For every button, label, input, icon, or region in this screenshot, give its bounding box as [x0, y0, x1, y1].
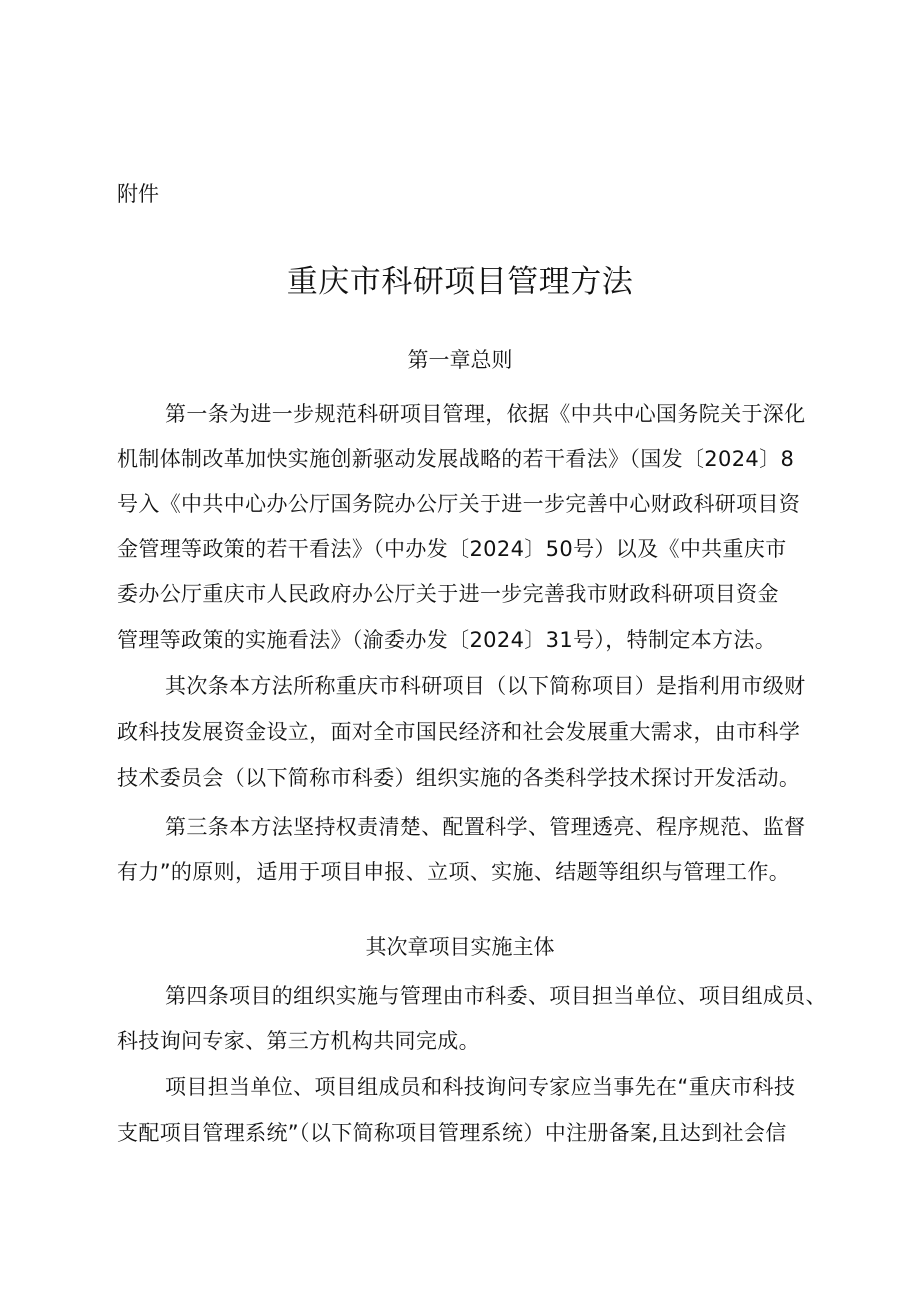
document-title: 重庆市科研项目管理方法	[286, 264, 634, 300]
article-1-line-1: 第一条为进一步规范科研项目管理，依据《中共中心国务院关于深化	[165, 402, 806, 426]
article-3-line-1: 第三条本方法坚持权责清楚、配置科学、管理透亮、程序规范、监督	[165, 815, 806, 839]
article-1-line-5: 委办公厅重庆市人民政府办公厅关于进一步完善我市财政科研项目资金	[117, 582, 779, 606]
article-1-line-2: 机制体制改革加快实施创新驱动发展战略的若干看法》（国发〔2024〕8	[117, 447, 795, 471]
article-1-line-4: 金管理等政策的若干看法》（中办发〔2024〕50号）以及《中共重庆市	[117, 537, 787, 561]
article-4-line-2: 科技询问专家、第三方机构共同完成。	[117, 1029, 480, 1053]
article-4-line-1: 第四条项目的组织实施与管理由市科委、项目担当单位、项目组成员、	[165, 984, 827, 1008]
paragraph-5-line-1: 项目担当单位、项目组成员和科技询问专家应当事先在“重庆市科技	[165, 1075, 796, 1099]
article-3-line-2: 有力”的原则，适用于项目申报、立项、实施、结题等组织与管理工作。	[117, 860, 791, 884]
article-1-line-3: 号入《中共中心办公厅国务院办公厅关于进一步完善中心财政科研项目资	[117, 492, 801, 516]
chapter-heading-1: 第一章总则	[407, 348, 513, 372]
article-2-line-3: 技术委员会（以下简称市科委）组织实施的各类科学技术探讨开发活动。	[117, 766, 801, 790]
article-2-line-1: 其次条本方法所称重庆市科研项目（以下简称项目）是指利用市级财	[165, 674, 806, 698]
paragraph-5-line-2: 支配项目管理系统”（以下简称项目管理系统）中注册备案,且达到社会信	[117, 1121, 787, 1145]
chapter-heading-2: 其次章项目实施主体	[365, 935, 555, 959]
article-1-line-6: 管理等政策的实施看法》（渝委办发〔2024〕31号），特制定本方法。	[117, 628, 777, 652]
attachment-label: 附件	[117, 182, 159, 206]
article-2-line-2: 政科技发展资金设立，面对全市国民经济和社会发展重大需求，由市科学	[117, 720, 801, 744]
